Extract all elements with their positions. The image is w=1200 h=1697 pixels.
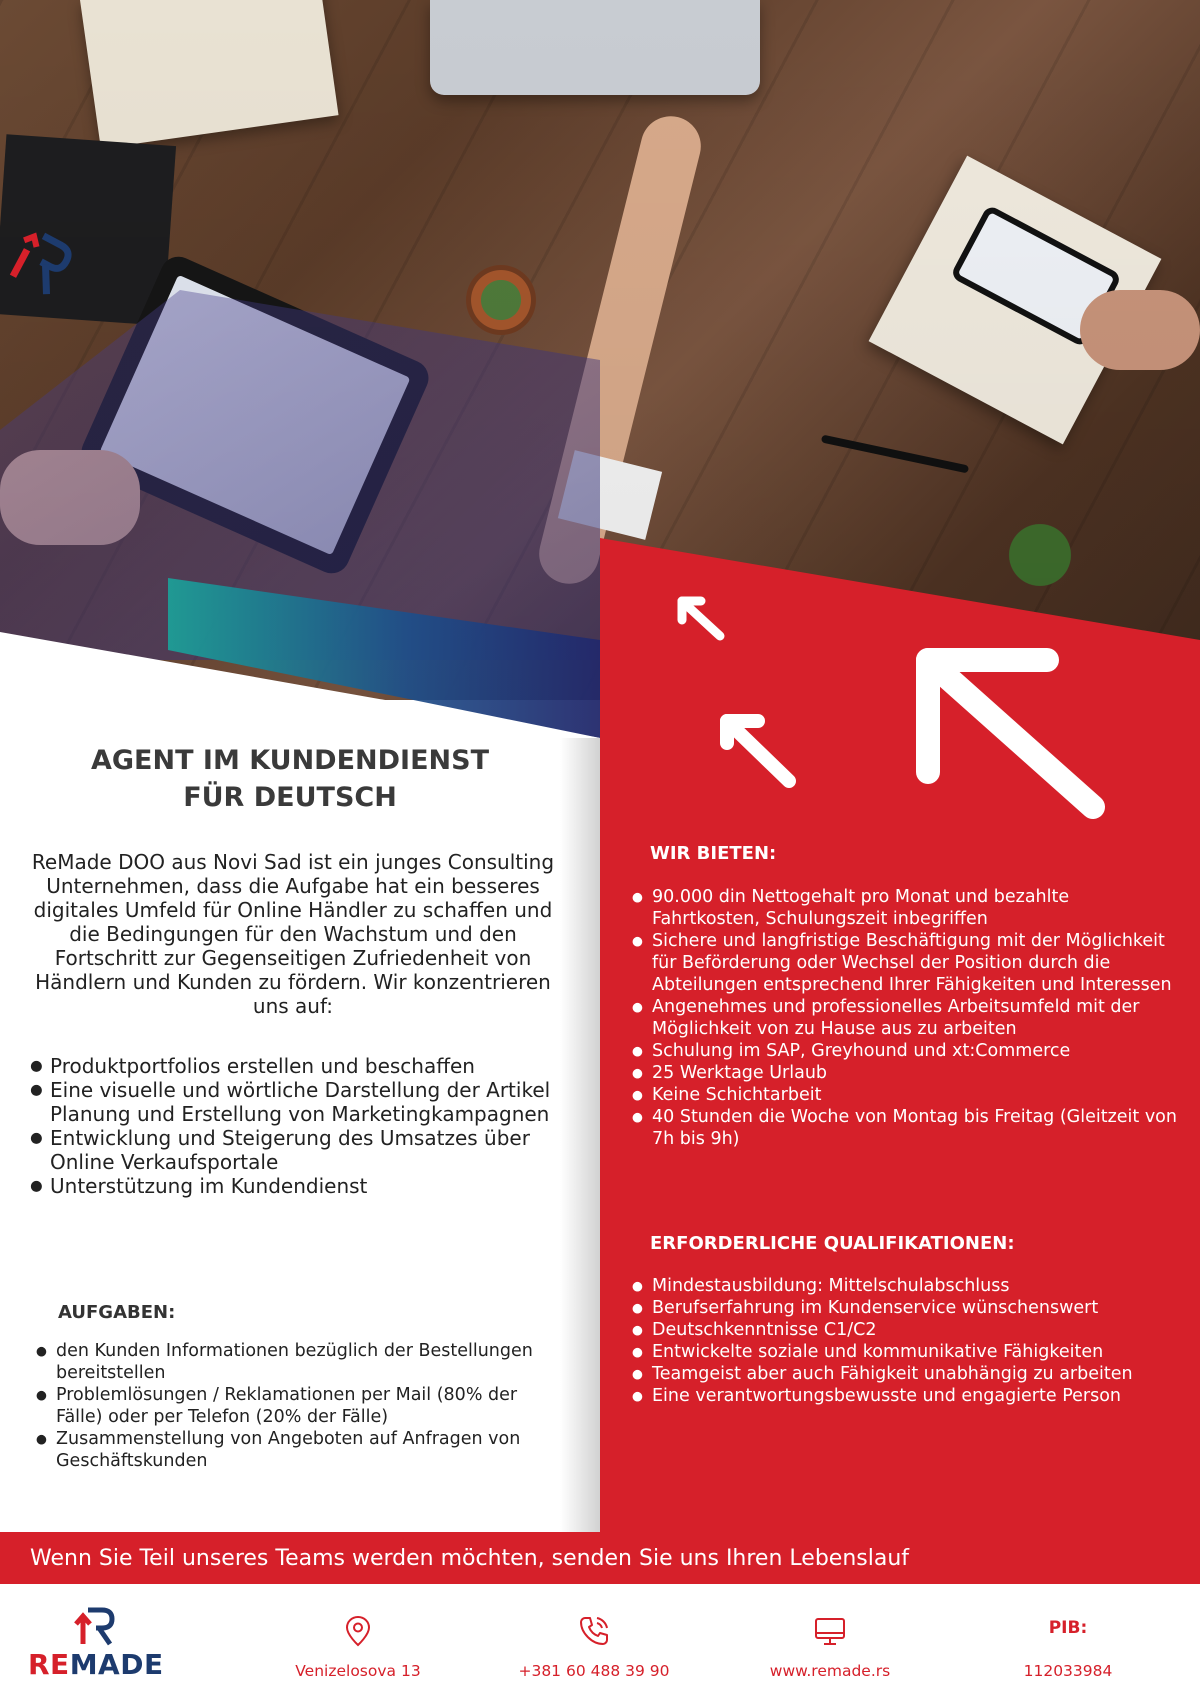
cta-text: Wenn Sie Teil unseres Teams werden möchten, senden Sie uns Ihren Lebenslauf: [30, 1546, 910, 1571]
company-intro: ReMade DOO aus Novi Sad ist ein junges Consulting Unternehmen, dass die Aufgabe hat ein besseres digitales Umfeld für Online Händler zu schaffen und die Bedingungen für den Wachstum und den Fortschritt zur Gegenseitigen Zufriedenheit von Händlern und Kunden zu fördern. Wir konzentrieren uns auf:: [31, 850, 555, 1018]
phone-icon: [577, 1614, 611, 1648]
aufgaben-list: [36, 1340, 556, 1472]
brand-made: MADE: [69, 1648, 164, 1681]
website-link[interactable]: www.remade.rs: [769, 1662, 891, 1680]
list-item: ● Entwicklung und Steigerung des Umsatzes über Online Verkaufsportale: [30, 1126, 570, 1174]
list-item: ● Mindestausbildung: Mittelschulabschluss: [632, 1275, 1177, 1297]
list-item: ● 90.000 din Nettogehalt pro Monat und bezahlte Fahrtkosten, Schulungszeit inbegriffen: [632, 886, 1177, 930]
footer-website[interactable]: [730, 1584, 930, 1680]
wir-bieten-heading: WIR BIETEN:: [650, 843, 777, 864]
brand-logo: [28, 1604, 168, 1684]
aufgaben-heading: AUFGABEN:: [58, 1302, 176, 1323]
phone-text[interactable]: +381 60 488 39 90: [518, 1662, 670, 1680]
job-title: [30, 742, 550, 816]
list-item: ● Eine visuelle und wörtliche Darstellung der Artikel Planung und Erstellung von Marketingkampagnen: [30, 1078, 570, 1126]
pib-label: PIB:: [1048, 1618, 1088, 1638]
list-item: ● 40 Stunden die Woche von Montag bis Freitag (Gleitzeit von 7h bis 9h): [632, 1106, 1177, 1150]
job-title-line1: AGENT IM KUNDENDIENST: [90, 745, 489, 776]
footer-address: [258, 1584, 458, 1680]
list-item: ● Teamgeist aber auch Fähigkeit unabhängig zu arbeiten: [632, 1363, 1177, 1385]
cta-banner: [0, 1532, 1200, 1584]
brand-wordmark: [28, 1648, 164, 1681]
qualifikationen-heading: ERFORDERLICHE QUALIFIKATIONEN:: [650, 1233, 1015, 1254]
footer: [0, 1584, 1200, 1697]
location-pin-icon: [341, 1614, 375, 1648]
wir-bieten-list: [632, 886, 1177, 1150]
list-item: ● Problemlösungen / Reklamationen per Mail (80% der Fälle) oder per Telefon (20% der Fälle): [36, 1384, 556, 1428]
qualifikationen-list: [632, 1275, 1177, 1407]
address-text: Venizelosova 13: [295, 1662, 421, 1680]
job-title-line2: FÜR DEUTSCH: [183, 782, 397, 813]
brand-re: RE: [28, 1648, 70, 1681]
list-item: ● Entwickelte soziale und kommunikative Fähigkeiten: [632, 1341, 1177, 1363]
list-item: ● Schulung im SAP, Greyhound und xt:Commerce: [632, 1040, 1177, 1062]
remade-logo-icon: [0, 220, 90, 310]
hero-logo: [0, 220, 90, 314]
pib-value: 112033984: [1023, 1662, 1113, 1680]
list-item: ● 25 Werktage Urlaub: [632, 1062, 1177, 1084]
list-item: ● den Kunden Informationen bezüglich der Bestellungen bereitstellen: [36, 1340, 556, 1384]
list-item: ● Produktportfolios erstellen und beschaffen: [30, 1054, 570, 1078]
list-item: ● Angenehmes und professionelles Arbeitsumfeld mit der Möglichkeit von zu Hause aus zu arbeiten: [632, 996, 1177, 1040]
list-item: ● Unterstützung im Kundendienst: [30, 1174, 570, 1198]
list-item: ● Deutschkenntnisse C1/C2: [632, 1319, 1177, 1341]
focus-list: [30, 1054, 570, 1198]
list-item: ● Zusammenstellung von Angeboten auf Anfragen von Geschäftskunden: [36, 1428, 556, 1472]
remade-logo-icon: [70, 1604, 120, 1648]
monitor-icon: [813, 1614, 847, 1648]
list-item: ● Eine verantwortungsbewusste und engagierte Person: [632, 1385, 1177, 1407]
list-item: ● Keine Schichtarbeit: [632, 1084, 1177, 1106]
list-item: ● Sichere und langfristige Beschäftigung mit der Möglichkeit für Beförderung oder Wechsel der Position durch die Abteilungen entsprechend Ihrer Fähigkeiten und Interessen: [632, 930, 1177, 996]
footer-phone[interactable]: [494, 1584, 694, 1680]
list-item: ● Berufserfahrung im Kundenservice wünschenswert: [632, 1297, 1177, 1319]
